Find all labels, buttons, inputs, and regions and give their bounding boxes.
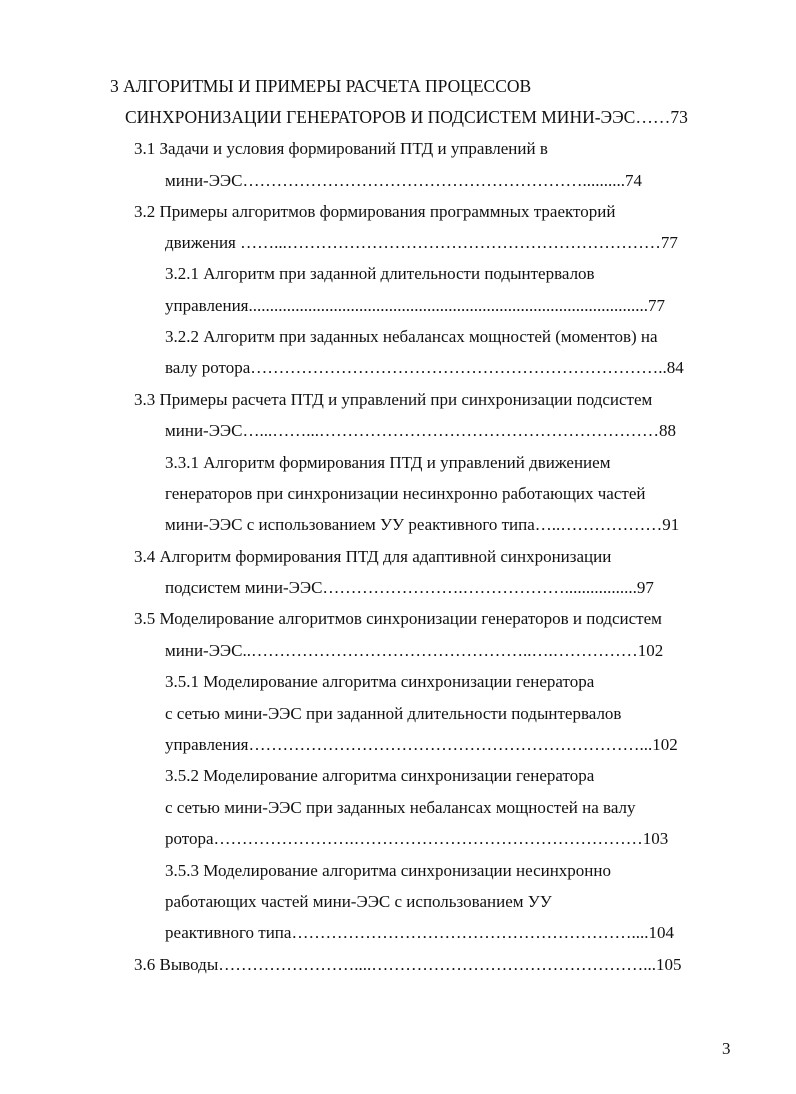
toc-entry-3-5-line2: мини-ЭЭС..…………………………………………..….……………102 <box>165 641 664 660</box>
toc-entry-3-5-2-line2: с сетью мини-ЭЭС при заданных небалансах мощностей на валу <box>165 798 636 817</box>
toc-entry-3-2-1-line2: управления..............................................................................................77 <box>165 296 665 315</box>
toc-entry-3-5-1-line1: 3.5.1 Моделирование алгоритма синхронизации генератора <box>165 672 595 691</box>
toc-entry-3-3-line1: 3.3 Примеры расчета ПТД и управлений при синхронизации подсистем <box>134 390 653 409</box>
toc-entry-3-5-3-line1: 3.5.3 Моделирование алгоритма синхронизации несинхронно <box>165 861 612 880</box>
toc-entry-3-6-line1: 3.6 Выводы……………………....…………………………………………...105 <box>134 955 682 974</box>
toc-entry-3-3-line2: мини-ЭЭС…...……...……………………………………………………88 <box>165 421 676 440</box>
chapter-title-line2: СИНХРОНИЗАЦИИ ГЕНЕРАТОРОВ И ПОДСИСТЕМ МИНИ-ЭЭС……73 <box>125 107 688 127</box>
toc-entry-3-1-line2: мини-ЭЭС……………………………………………………..........74 <box>165 171 642 190</box>
chapter-title-line1: 3 АЛГОРИТМЫ И ПРИМЕРЫ РАСЧЕТА ПРОЦЕССОВ <box>110 76 532 96</box>
toc-entry-3-5-3-line2: работающих частей мини-ЭЭС с использованием УУ <box>165 892 552 911</box>
toc-entry-3-2-2-line1: 3.2.2 Алгоритм при заданных небалансах мощностей (моментов) на <box>165 327 658 346</box>
toc-entry-3-3-1-line3: мини-ЭЭС с использованием УУ реактивного типа…..………………91 <box>165 515 680 534</box>
toc-entry-3-4-line2: подсистем мини-ЭЭС…………………….……………….................97 <box>165 578 654 597</box>
toc-entry-3-5-line1: 3.5 Моделирование алгоритмов синхронизации генераторов и подсистем <box>134 609 662 628</box>
toc-entry-3-4-line1: 3.4 Алгоритм формирования ПТД для адаптивной синхронизации <box>134 547 612 566</box>
toc-entry-3-3-1-line2: генераторов при синхронизации несинхронно работающих частей <box>165 484 646 503</box>
toc-entry-3-2-1-line1: 3.2.1 Алгоритм при заданной длительности подынтервалов <box>165 264 595 283</box>
toc-entry-3-5-1-line2: с сетью мини-ЭЭС при заданной длительности подынтервалов <box>165 704 622 723</box>
toc-entry-3-5-2-line3: ротора…………………….……………………………………………103 <box>165 829 669 848</box>
toc-entry-3-2-line2: движения ……...…………………………………………………………77 <box>165 233 678 252</box>
toc-entry-3-5-2-line1: 3.5.2 Моделирование алгоритма синхронизации генератора <box>165 766 595 785</box>
toc-entry-3-3-1-line1: 3.3.1 Алгоритм формирования ПТД и управлений движением <box>165 453 611 472</box>
toc-entry-3-5-1-line3: управления……………………………………………………………...102 <box>165 735 678 754</box>
toc-entry-3-5-3-line3: реактивного типа……………………………………………………....104 <box>165 923 674 942</box>
toc-entry-3-1-line1: 3.1 Задачи и условия формирований ПТД и управлений в <box>134 139 548 158</box>
toc-entry-3-2-line1: 3.2 Примеры алгоритмов формирования программных траекторий <box>134 202 616 221</box>
toc-entry-3-2-2-line2: валу ротора………………………………………………………………..84 <box>165 358 684 377</box>
page-number: 3 <box>722 1039 731 1058</box>
